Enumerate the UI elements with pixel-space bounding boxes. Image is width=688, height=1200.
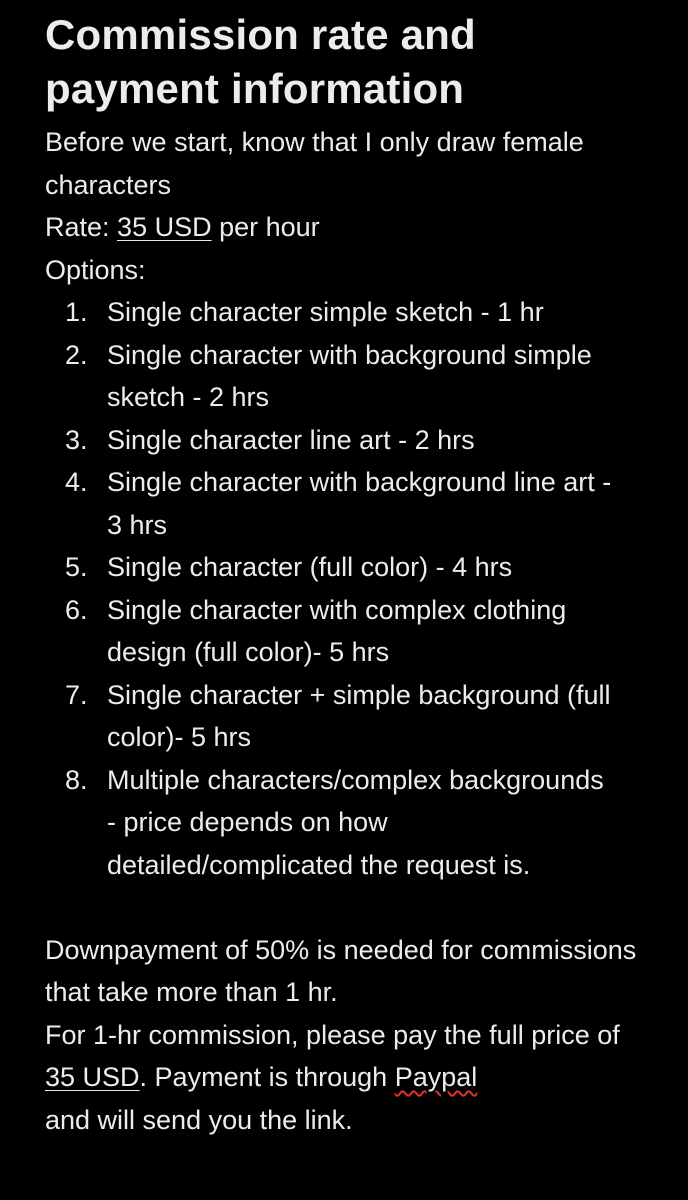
note-body[interactable] bbox=[45, 0, 665, 1141]
send-link-text: and will send you the link. bbox=[45, 1104, 353, 1135]
list-number: 5. bbox=[65, 552, 88, 582]
rate-suffix: per hour bbox=[211, 212, 320, 242]
rate-value-link[interactable]: 35 USD bbox=[117, 212, 212, 242]
list-text: Single character simple sketch - 1 hr bbox=[107, 297, 544, 327]
list-text: Single character with background simple sketch - 2 hrs bbox=[107, 339, 592, 412]
list-item bbox=[45, 291, 617, 334]
list-item bbox=[45, 589, 617, 674]
options-label: Options: bbox=[45, 254, 146, 285]
title-line-2: payment information bbox=[45, 65, 465, 112]
list-number: 2. bbox=[65, 339, 88, 370]
blank-line bbox=[45, 886, 665, 929]
list-number: 4. bbox=[65, 467, 88, 497]
list-item bbox=[45, 419, 617, 462]
list-number: 6. bbox=[65, 594, 88, 625]
rate-label: Rate: bbox=[45, 212, 118, 242]
list-text: Multiple characters/complex backgrounds - price depends on how detailed/complicated the request is. bbox=[107, 764, 604, 880]
list-item bbox=[45, 334, 617, 419]
list-number: 8. bbox=[65, 764, 88, 795]
payment-through: . Payment is through bbox=[139, 1062, 395, 1092]
rate-line bbox=[45, 206, 665, 249]
payment-text bbox=[45, 1014, 645, 1142]
list-text: Single character with complex clothing design (full color)- 5 hrs bbox=[107, 594, 567, 667]
list-text: Single character (full color) - 4 hrs bbox=[107, 552, 513, 582]
note-title bbox=[45, 0, 665, 116]
full-price-prefix: For 1-hr commission, please pay the full price of bbox=[45, 1019, 620, 1050]
intro-text: Before we start, know that I only draw female characters bbox=[45, 127, 584, 200]
list-item bbox=[45, 759, 617, 887]
options-list bbox=[45, 291, 665, 886]
list-number: 3. bbox=[65, 424, 88, 455]
list-text: Single character with background line art - 3 hrs bbox=[107, 467, 612, 540]
paypal-misspelled-word[interactable]: Paypal bbox=[394, 1062, 478, 1092]
list-text: Single character + simple background (full color)- 5 hrs bbox=[107, 679, 611, 752]
list-item bbox=[45, 461, 617, 546]
title-line-1: Commission rate and bbox=[45, 11, 476, 58]
list-item bbox=[45, 674, 617, 759]
downpayment-text: Downpayment of 50% is needed for commissions that take more than 1 hr. bbox=[45, 934, 637, 1007]
list-number: 1. bbox=[65, 297, 88, 327]
list-text: Single character line art - 2 hrs bbox=[107, 424, 475, 455]
list-item bbox=[45, 546, 617, 589]
list-number: 7. bbox=[65, 679, 88, 710]
full-price-value-link[interactable]: 35 USD bbox=[45, 1062, 140, 1092]
